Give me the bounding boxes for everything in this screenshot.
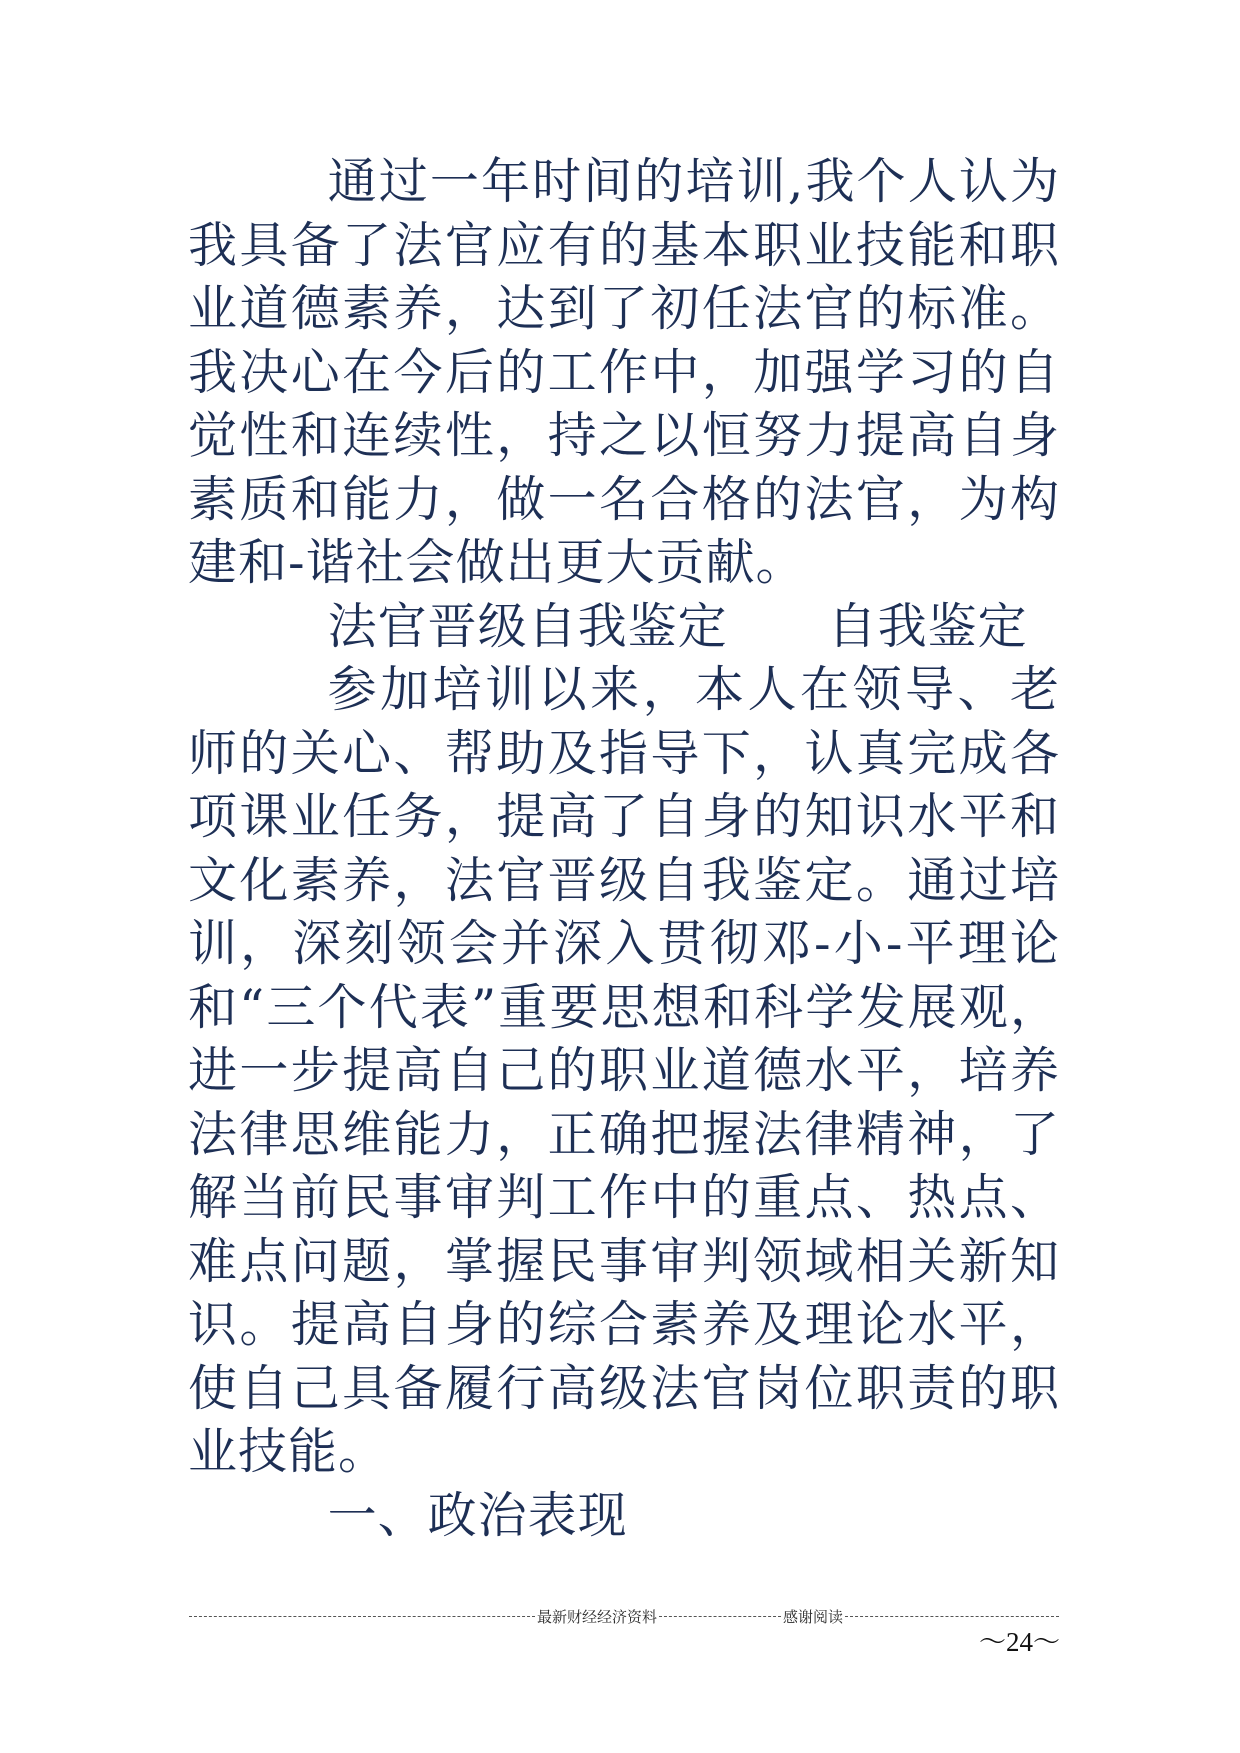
footer-dash-right xyxy=(845,1616,1059,1617)
page-number: ～24～ xyxy=(979,1627,1060,1657)
footer-right-text: 感谢阅读 xyxy=(782,1607,843,1626)
footer-left-text: 最新财经经济资料 xyxy=(536,1607,657,1626)
paragraph-closing-training: 通过一年时间的培训,我个人认为我具备了法官应有的基本职业技能和职业道德素养，达到了初任法官的标准。我决心在今后的工作中，加强学习的自觉性和连续性，持之以恒努力提高自身素质和能力，做一名合格的法官，为构建和-谐社会做出更大贡献。 xyxy=(188,153,1060,591)
footer-dash-left xyxy=(189,1616,535,1617)
section-title-self-appraisal: 法官晋级自我鉴定 自我鉴定 xyxy=(327,597,1028,655)
paragraph-training-summary: 参加培训以来，本人在领导、老师的关心、帮助及指导下，认真完成各项课业任务，提高了自身的知识水平和文化素养，法官晋级自我鉴定。通过培训，深刻领会并深入贯彻邓-小-平理论和“三个代表”重要思想和科学发展观，进一步提高自己的职业道德水平，培养法律思维能力，正确把握法律精神，了解当前民事审判工作中的重点、热点、难点问题，掌握民事审判领域相关新知识。提高自身的综合素养及理论水平，使自己具备履行高级法官岗位职责的职业技能。 xyxy=(188,661,1060,1480)
section-heading-political-performance: 一、政治表现 xyxy=(327,1486,628,1544)
document-body xyxy=(188,150,1060,1547)
footer-divider xyxy=(188,1604,1060,1628)
footer-dash-middle xyxy=(659,1616,781,1617)
